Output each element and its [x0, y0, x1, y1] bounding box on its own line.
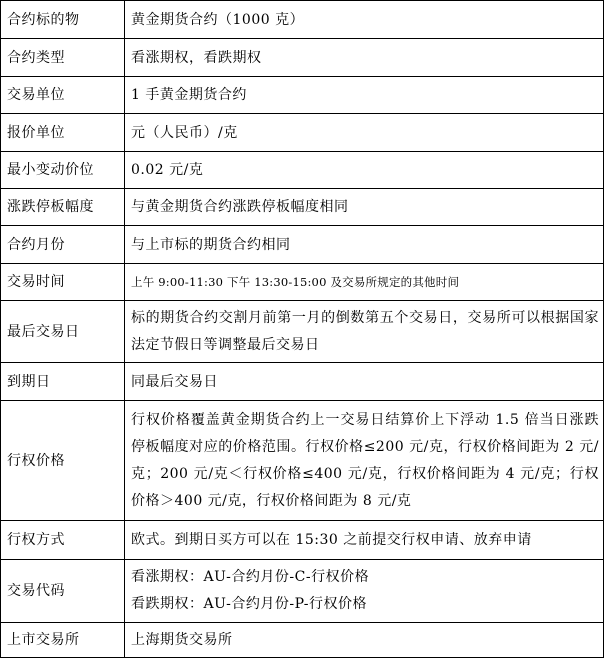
table-row — [1, 77, 604, 114]
table-row — [1, 363, 604, 401]
row-label: 合约标的物 — [1, 1, 125, 39]
row-label: 最后交易日 — [1, 301, 125, 363]
table-row — [1, 114, 604, 152]
table-row — [1, 1, 604, 39]
row-value: 与黄金期货合约涨跌停板幅度相同 — [125, 189, 604, 226]
table-row — [1, 226, 604, 264]
row-label: 涨跌停板幅度 — [1, 189, 125, 226]
table-row — [1, 39, 604, 77]
table-row — [1, 560, 604, 623]
value-line: 看涨期权：AU-合约月份-C-行权价格 — [131, 569, 370, 585]
row-value: 与上市标的期货合约相同 — [125, 226, 604, 264]
row-value: 同最后交易日 — [125, 363, 604, 401]
row-label: 到期日 — [1, 363, 125, 401]
table-row — [1, 401, 604, 521]
value-line: 看跌期权：AU-合约月份-P-行权价格 — [131, 596, 368, 612]
row-label: 合约类型 — [1, 39, 125, 77]
row-label: 交易代码 — [1, 560, 125, 623]
row-value — [125, 560, 604, 623]
row-label: 交易时间 — [1, 264, 125, 301]
row-value: 元（人民币）/克 — [125, 114, 604, 152]
row-value: 上午 9:00-11:30 下午 13:30-15:00 及交易所规定的其他时间 — [125, 264, 604, 301]
row-label: 报价单位 — [1, 114, 125, 152]
row-value: 1 手黄金期货合约 — [125, 77, 604, 114]
table-row — [1, 152, 604, 189]
row-label: 行权价格 — [1, 401, 125, 521]
row-value: 标的期货合约交割月前第一月的倒数第五个交易日，交易所可以根据国家法定节假日等调整最后交易日 — [125, 301, 604, 363]
row-label: 行权方式 — [1, 521, 125, 560]
table-row — [1, 189, 604, 226]
row-label: 交易单位 — [1, 77, 125, 114]
table-row — [1, 264, 604, 301]
table-row — [1, 521, 604, 560]
row-value: 上海期货交易所 — [125, 623, 604, 658]
row-value: 0.02 元/克 — [125, 152, 604, 189]
row-label: 合约月份 — [1, 226, 125, 264]
row-value: 欧式。到期日买方可以在 15:30 之前提交行权申请、放弃申请 — [125, 521, 604, 560]
row-label: 上市交易所 — [1, 623, 125, 658]
row-label: 最小变动价位 — [1, 152, 125, 189]
table-row — [1, 623, 604, 658]
row-value: 看涨期权，看跌期权 — [125, 39, 604, 77]
row-value: 行权价格覆盖黄金期货合约上一交易日结算价上下浮动 1.5 倍当日涨跌停板幅度对应的价格范围。行权价格≤200 元/克，行权价格间距为 2 元/克；200 元/克＜行权价格≤400 元/克，行权价格间距为 4 元/克；行权价格＞400 元/克，行权价格间距为 8 元/克 — [125, 401, 604, 521]
row-value: 黄金期货合约（1000 克） — [125, 1, 604, 39]
table-row — [1, 301, 604, 363]
